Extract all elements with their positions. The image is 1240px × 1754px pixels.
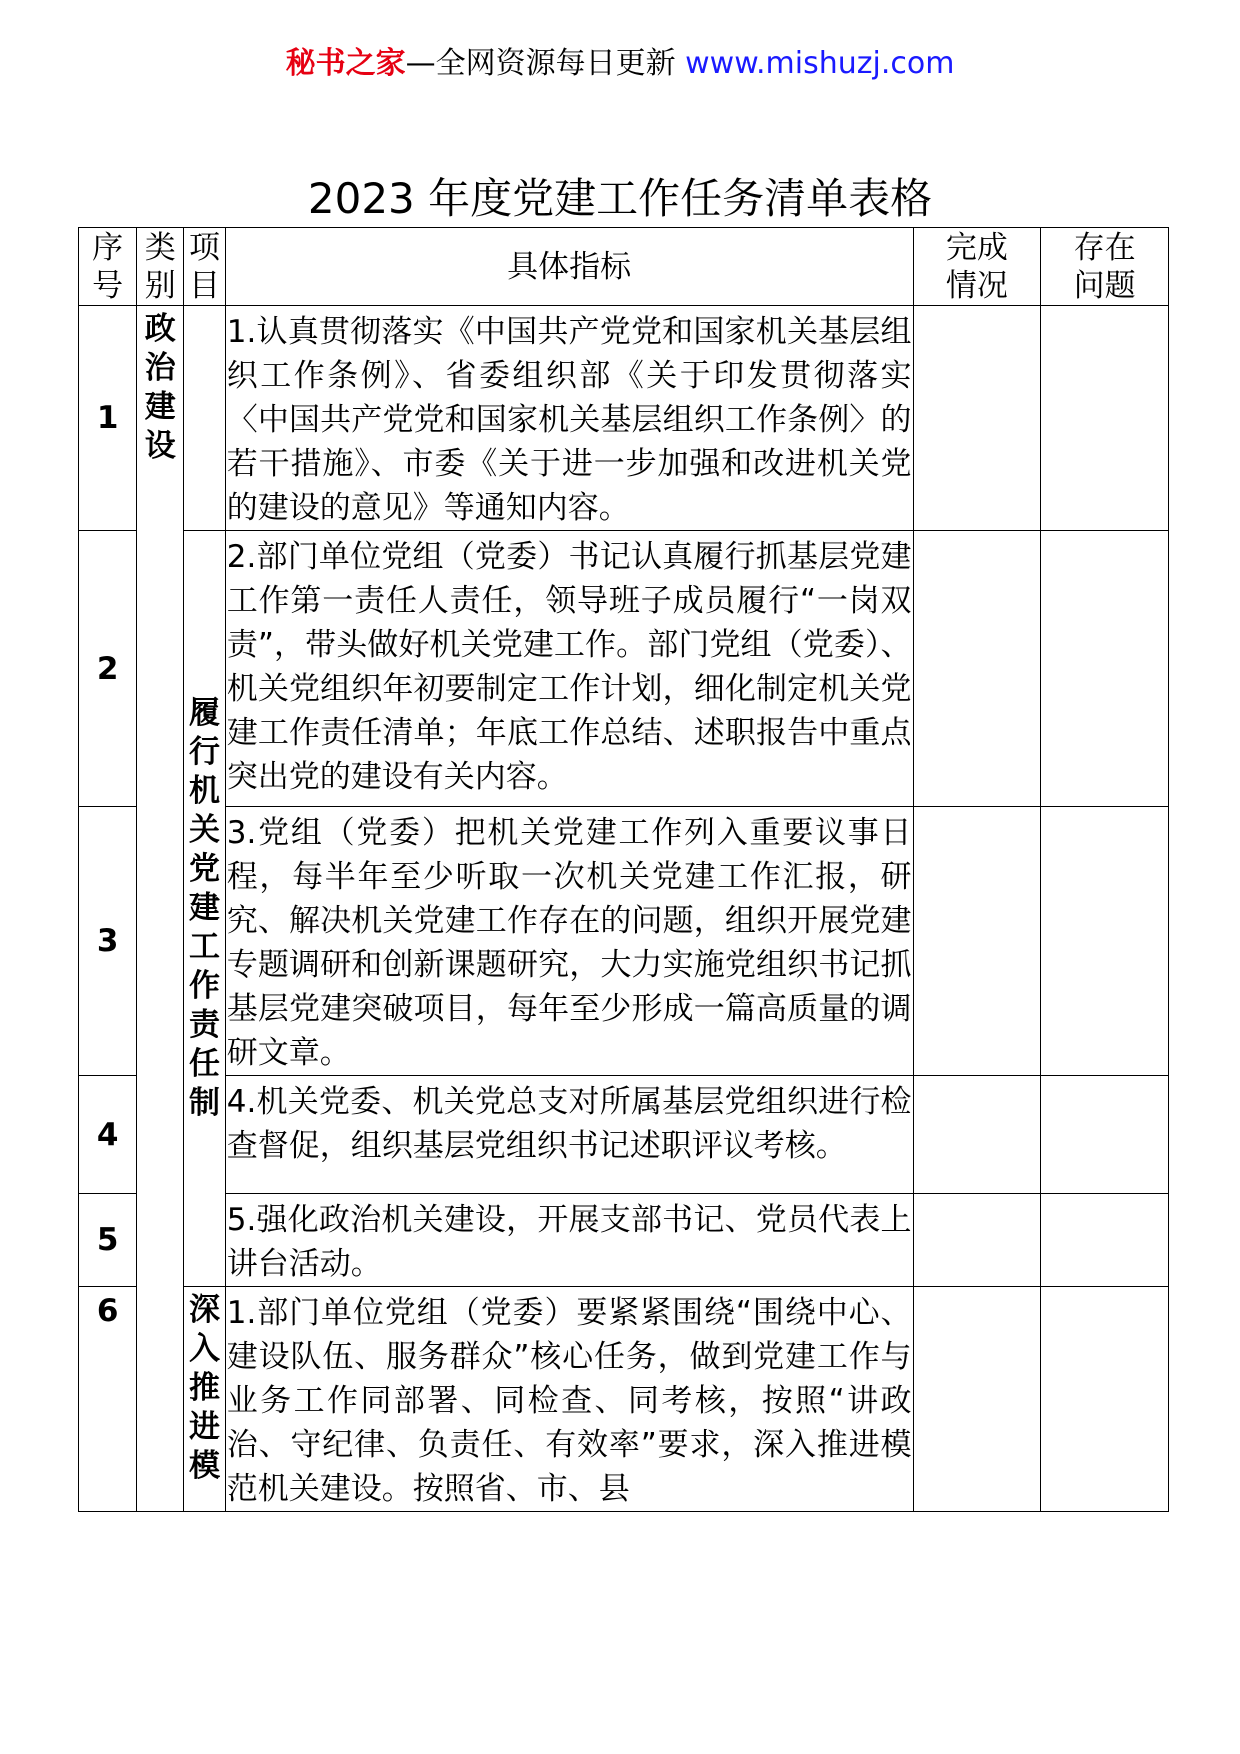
site-slogan: —全网资源每日更新 xyxy=(405,46,686,81)
project-label: 深入推进模 xyxy=(189,1292,221,1484)
document-title: 2023 年度党建工作任务清单表格 xyxy=(307,174,933,223)
table-row xyxy=(79,807,1169,1076)
issues-cell[interactable] xyxy=(1041,1194,1169,1287)
project-label: 履行机关党建工作责任制 xyxy=(189,695,221,1121)
issues-cell[interactable] xyxy=(1041,531,1169,807)
completion-cell[interactable] xyxy=(913,306,1041,531)
site-url-link[interactable]: www.mishuzj.com xyxy=(685,46,955,81)
table-row xyxy=(79,306,1169,531)
completion-cell[interactable] xyxy=(913,1076,1041,1194)
indicator-text: 1.认真贯彻落实《中国共产党党和国家机关基层组织工作条例》、省委组织部《关于印发贯彻落实〈中国共产党党和国家机关基层组织工作条例〉的若干措施》、市委《关于进一步加强和改进机关党的建设的意见》等通知内容。 xyxy=(225,306,913,531)
completion-cell[interactable] xyxy=(913,531,1041,807)
category-cell xyxy=(137,306,184,1512)
project-cell-empty xyxy=(184,306,225,531)
col-header-indicator: 具体指标 xyxy=(225,228,913,306)
task-table xyxy=(78,227,1169,1512)
col-header-category: 类 别 xyxy=(137,228,184,306)
indicator-text: 4.机关党委、机关党总支对所属基层党组织进行检查督促，组织基层党组织书记述职评议考核。 xyxy=(225,1076,913,1194)
issues-cell[interactable] xyxy=(1041,306,1169,531)
row-seq: 1 xyxy=(79,306,137,531)
site-banner xyxy=(0,44,1240,84)
table-row xyxy=(79,1076,1169,1194)
row-seq: 6 xyxy=(79,1287,137,1512)
indicator-text: 3.党组（党委）把机关党建工作列入重要议事日程，每半年至少听取一次机关党建工作汇报，研究、解决机关党建工作存在的问题，组织开展党建专题调研和创新课题研究，大力实施党组织书记抓基层党建突破项目，每年至少形成一篇高质量的调研文章。 xyxy=(225,807,913,1076)
indicator-text: 2.部门单位党组（党委）书记认真履行抓基层党建工作第一责任人责任，领导班子成员履行“一岗双责”，带头做好机关党建工作。部门党组（党委）、机关党组织年初要制定工作计划，细化制定机关党建工作责任清单；年底工作总结、述职报告中重点突出党的建设有关内容。 xyxy=(225,531,913,807)
row-seq: 5 xyxy=(79,1194,137,1287)
issues-cell[interactable] xyxy=(1041,807,1169,1076)
table-row xyxy=(79,531,1169,807)
row-seq: 3 xyxy=(79,807,137,1076)
col-header-issues: 存在 问题 xyxy=(1041,228,1169,306)
row-seq: 2 xyxy=(79,531,137,807)
completion-cell[interactable] xyxy=(913,807,1041,1076)
indicator-text: 1.部门单位党组（党委）要紧紧围绕“围绕中心、建设队伍、服务群众”核心任务，做到党建工作与业务工作同部署、同检查、同考核，按照“讲政治、守纪律、负责任、有效率”要求，深入推进模范机关建设。按照省、市、县 xyxy=(225,1287,913,1512)
indicator-text: 5.强化政治机关建设，开展支部书记、党员代表上讲台活动。 xyxy=(225,1194,913,1287)
project-cell xyxy=(184,531,225,1287)
site-brand: 秘书之家 xyxy=(285,46,406,81)
project-cell xyxy=(184,1287,225,1512)
completion-cell[interactable] xyxy=(913,1194,1041,1287)
issues-cell[interactable] xyxy=(1041,1287,1169,1512)
col-header-seq: 序 号 xyxy=(79,228,137,306)
col-header-completion: 完成 情况 xyxy=(913,228,1041,306)
table-row xyxy=(79,1287,1169,1512)
issues-cell[interactable] xyxy=(1041,1076,1169,1194)
completion-cell[interactable] xyxy=(913,1287,1041,1512)
table-header-row xyxy=(79,228,1169,306)
category-label: 政治建设 xyxy=(144,311,176,464)
row-seq: 4 xyxy=(79,1076,137,1194)
table-row xyxy=(79,1194,1169,1287)
col-header-item: 项 目 xyxy=(184,228,225,306)
